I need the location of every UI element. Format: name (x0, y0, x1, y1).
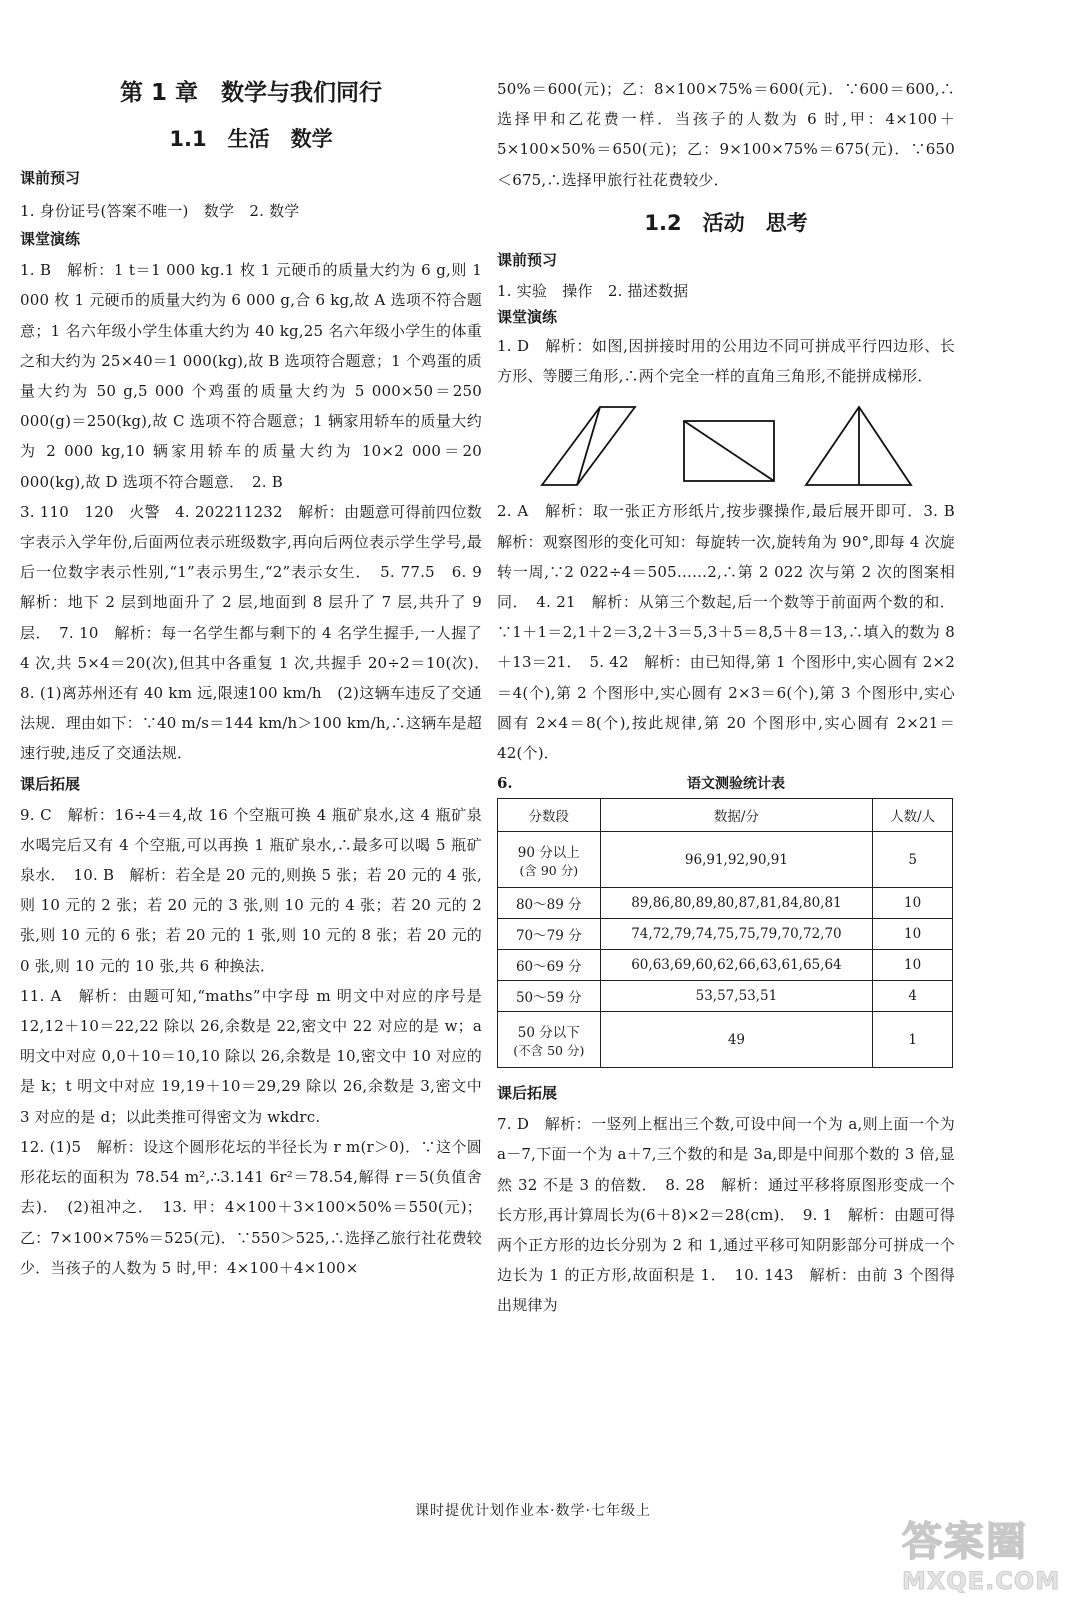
score-statistics-table (497, 798, 953, 1068)
cell-data: 74,72,79,74,75,75,79,70,72,70 (600, 919, 873, 950)
figures-triangles (497, 391, 955, 496)
table-row (498, 888, 953, 919)
after-answer-11: 11. A 解析：由题可知,“maths”中字母 m 明文中对应的序号是 12,12＋10＝22,22 除以 26,余数是 22,密文中 22 对应的是 w；a 明文中对应 0,0＋10＝10,10 除以 26,余数是 10,密文中 10 对应的是 k；t 明文中对应 19,19＋10＝29,29 除以 26,余数是 3,密文中 3 对应的是 d；以此类推可得密文为 wkdrc. (20, 986, 482, 1126)
cell-range: 60～69 分 (498, 950, 601, 981)
cell-range (498, 1012, 601, 1068)
heading-class-practice: 课堂演练 (20, 230, 81, 249)
page-footer: 课时提优计划作业本·数学·七年级上 (415, 1503, 651, 1519)
cell-range: 70～79 分 (498, 919, 601, 950)
range-note: (含 90 分) (519, 862, 579, 878)
table-caption-row (497, 768, 955, 798)
header-count: 人数/人 (873, 799, 953, 832)
parallelogram-diagonal (577, 407, 600, 485)
heading-preview: 课前预习 (20, 169, 81, 187)
cell-data: 89,86,80,89,80,87,81,84,80,81 (600, 888, 873, 919)
cell-data: 96,91,92,90,91 (600, 832, 873, 888)
table-header-row (498, 799, 953, 832)
header-score-range: 分数段 (498, 799, 601, 832)
cell-count: 10 (873, 919, 953, 950)
after-answer-7: 7. D 解析：一竖列上框出三个数,可设中间一个为 a,则上面一个为 a－7,下面一个为 a＋7,三个数的和是 3a,即是中间那个数的 3 倍,显然 32 不是 3 的倍数． 8. 28 解析：通过平移将原图形变成一个长方形,再计算周长为(6＋8)×2＝28(cm)． 9. 1 解析：由题可得两个正方形的边长分别为 2 和 1,通过平移可知阴影部分可拼成一个边长为 1 的正方形,故面积是 1． 10. 143 解析：由前 3 个图得出规律为 (497, 1115, 955, 1315)
continued-answer-13: 50%＝600(元)；乙：8×100×75%＝600(元)．∵600＝600,∴选择甲和乙花费一样．当孩子的人数为 6 时,甲：4×100＋5×100×50%＝650(元)；乙：9×100×75%＝675(元)．∵650＜675,∴选择甲旅行社花费较少． (497, 80, 955, 189)
table-row (498, 981, 953, 1012)
class-answer-q2-5: 2. A 解析：取一张正方形纸片,按步骤操作,最后展开即可．3. B 解析：观察图形的变化可知：每旋转一次,旋转角为 90°,即每 4 次旋转一周,∵2 022÷4＝505……2,∴第 2 022 次与第 2 次的图案相同． 4. 21 解析：从第三个数起,后一个数等于前面两个数的和．∵1＋1＝2,1＋2＝3,2＋3＝5,3＋5＝8,5＋8＝13,∴填入的数为 8＋13＝21． 5. 42 解析：由已知得,第 1 个图形中,实心圆有 2×2＝4(个),第 2 个图形中,实心圆有 2×3＝6(个),第 3 个图形中,实心圆有 2×4＝8(个),按此规律,第 20 个图形中,实心圆有 2×21＝42(个)． (497, 502, 971, 763)
range-label: 90 分以上 (517, 844, 580, 861)
question-6-number: 6. (497, 774, 513, 793)
cell-range (498, 832, 601, 888)
rectangle-diagonal (684, 421, 774, 481)
watermark (902, 1510, 1061, 1595)
table-row (498, 832, 953, 888)
range-note: (不含 50 分) (513, 1042, 585, 1058)
class-answer-3: 3. 110 120 火警 4. 202211232 解析：由题意可得前四位数字表示入学年份,后面两位表示班级数字,再向后两位表示学生学号,最后一位数字表示性别,“1”表示男生,“2”表示女生． 5. 77.5 6. 9 解析：地下 2 层到地面升了 2 层,地面到 8 层升了 7 层,共升了 9 层． 7. 10 解析：每一名学生都与剩下的 4 名学生握手,一人握了 4 次,共 5×4＝20(次),但其中各重复 1 次,共握手 20÷2＝10(次)． 8. (1)离苏州还有 40 km 远,限速100 km/h (2)这辆车违反了交通法规．理由如下：∵40 m/s＝144 km/h＞100 km/h,∴这辆车是超速行驶,违反了交通法规． (20, 502, 498, 763)
shapes-figure (497, 391, 955, 496)
table-caption: 语文测验统计表 (687, 776, 785, 793)
cell-data: 60,63,69,60,62,66,63,61,65,64 (600, 950, 873, 981)
class-answer-q1: 1. D 解析：如图,因拼接时用的公用边不同可拼成平行四边形、长方形、等腰三角形,∴两个完全一样的直角三角形,不能拼成梯形． (497, 337, 955, 386)
cell-count: 1 (873, 1012, 953, 1068)
cell-range: 80～89 分 (498, 888, 601, 919)
watermark-logo: 答案圈 (902, 1519, 1028, 1565)
range-label: 50 分以下 (517, 1024, 580, 1041)
cell-range: 50～59 分 (498, 981, 601, 1012)
cell-count: 4 (873, 981, 953, 1012)
table-row (498, 919, 953, 950)
chapter-title: 第 1 章 数学与我们同行 (119, 80, 383, 106)
watermark-url: MXQE.COM (902, 1567, 1061, 1595)
heading-preview-2: 课前预习 (497, 250, 558, 269)
after-answer-12: 12. (1)5 解析：设这个圆形花坛的半径长为 r m(r＞0)．∵这个圆形花坛的面积为 78.54 m²,∴3.141 6r²＝78.54,解得 r＝5(负值舍去)． (2)祖冲之． 13. 甲：4×100＋3×100×50%＝550(元)；乙：7×100×75%＝525(元)．∵550＞525,∴选择乙旅行社花费较少．当孩子的人数为 5 时,甲：4×100＋4×100× (20, 1137, 482, 1277)
after-answer-9: 9. C 解析：16÷4＝4,故 16 个空瓶可换 4 瓶矿泉水,这 4 瓶矿泉水喝完后又有 4 个空瓶,可以再换 1 瓶矿泉水,∴最多可以喝 5 瓶矿泉水． 10. B 解析：若全是 20 元的,则换 5 张；若 20 元的 4 张,则 10 元的 2 张；若 20 元的 3 张,则 10 元的 4 张；若 20 元的 2 张,则 10 元的 6 张；若 20 元的 1 张,则 10 元的 8 张；若 20 元的 0 张,则 10 元的 10 张,共 6 种换法． (20, 805, 482, 975)
heading-after-class: 课后拓展 (20, 774, 81, 793)
preview-answers: 1. 身份证号(答案不唯一) 数学 2. 数学 (20, 202, 300, 220)
section-title-1-1: 1.1 生活 数学 (169, 127, 333, 151)
heading-class-practice-2: 课堂演练 (497, 308, 558, 327)
table-row (498, 950, 953, 981)
table-row (498, 1012, 953, 1068)
cell-data: 53,57,53,51 (600, 981, 873, 1012)
right-column (497, 0, 971, 1321)
cell-count: 10 (873, 888, 953, 919)
header-data: 数据/分 (600, 799, 873, 832)
cell-count: 5 (873, 832, 953, 888)
cell-data: 49 (600, 1012, 873, 1068)
preview-answers-2: 1. 实验 操作 2. 描述数据 (497, 281, 689, 300)
class-answer-1: 1. B 解析：1 t＝1 000 kg.1 枚 1 元硬币的质量大约为 6 g,则 1 000 枚 1 元硬币的质量大约为 6 000 g,合 6 kg,故 A 选项不符合题意；1 名六年级小学生体重大约为 40 kg,25 名六年级小学生的体重之和大约为 25×40＝1 000(kg),故 B 选项符合题意；1 个鸡蛋的质量大约为 50 g,5 000 个鸡蛋的质量大约为 5 000×50＝250 000(g)＝250(kg),故 C 选项不符合题意；1 辆家用轿车的质量大约为 2 000 kg,10 辆家用轿车的质量大约为 10×2 000＝20 000(kg),故 D 选项不符合题意． 2. B (20, 261, 482, 491)
cell-count: 10 (873, 950, 953, 981)
section-title-1-2: 1.2 活动 思考 (644, 210, 808, 235)
left-column (20, 0, 498, 1283)
heading-after-class-2: 课后拓展 (497, 1084, 558, 1103)
